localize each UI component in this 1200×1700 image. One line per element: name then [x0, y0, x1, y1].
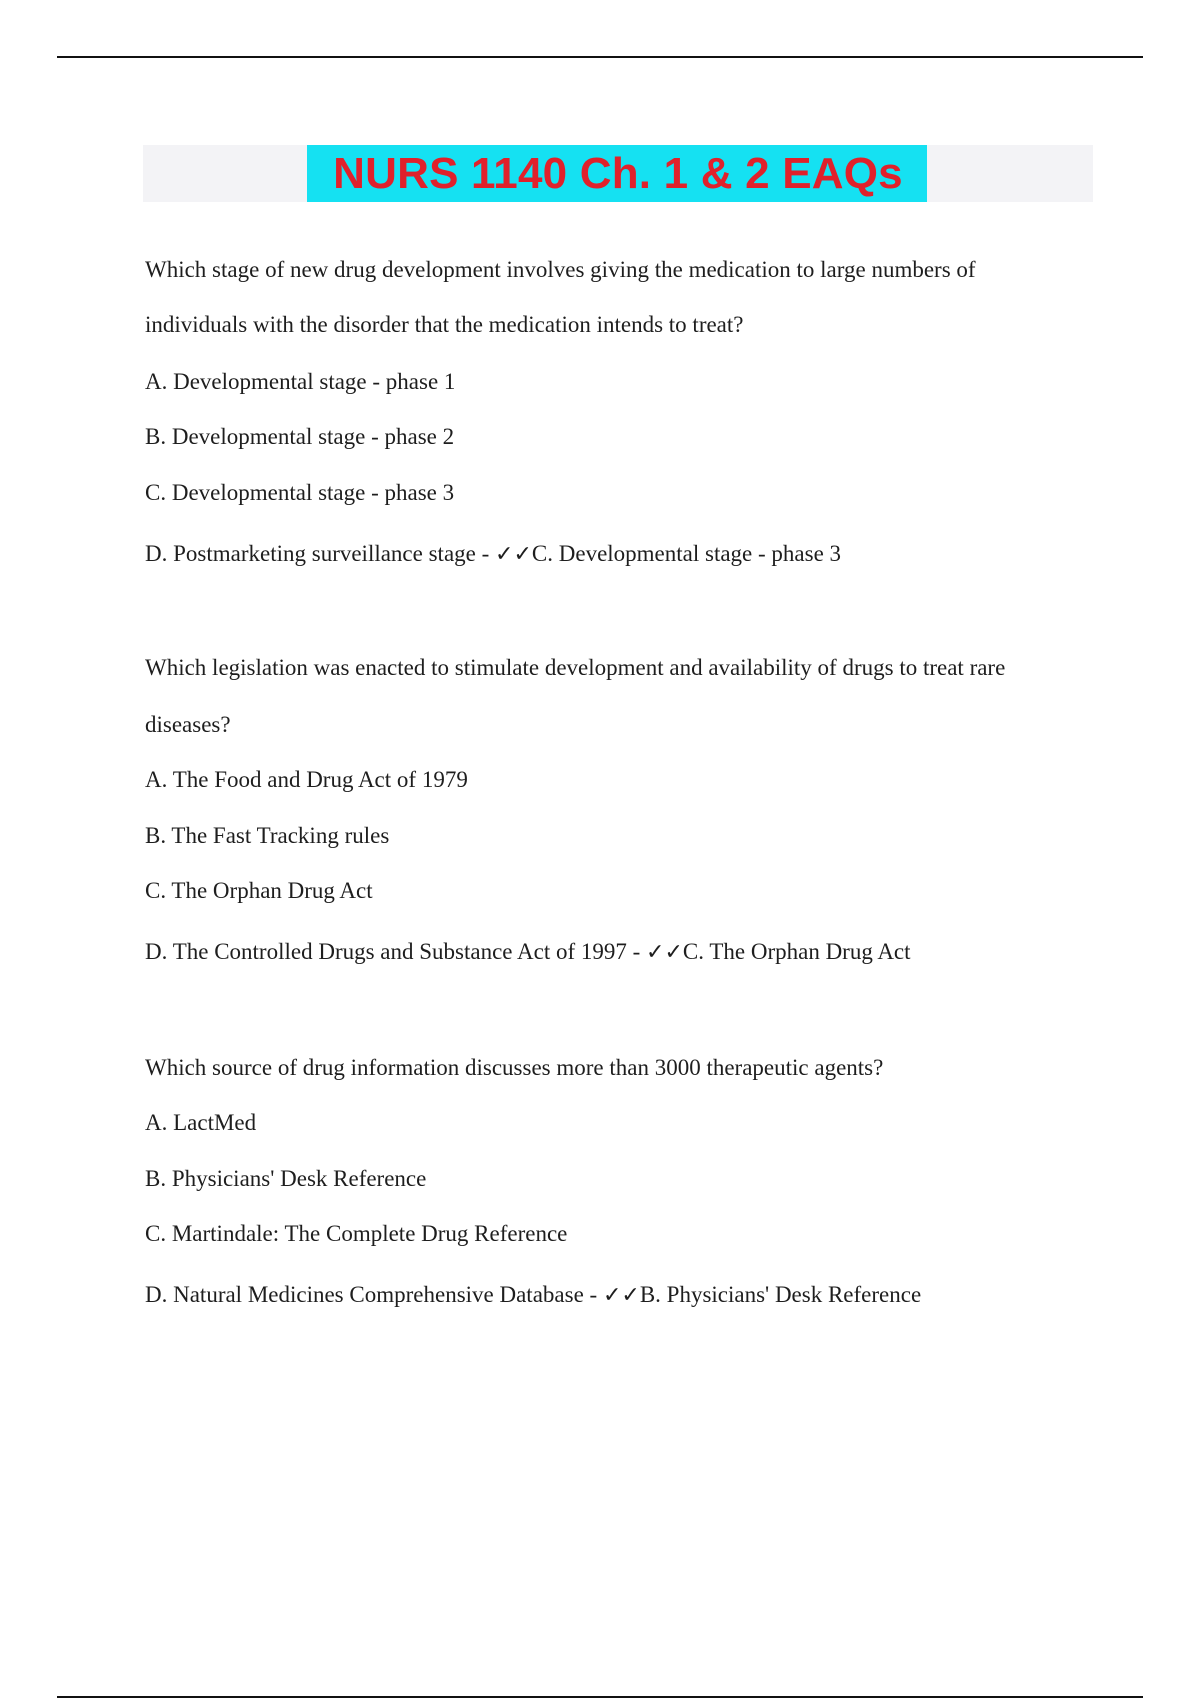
- bottom-rule: [57, 1696, 1143, 1698]
- question-stem: diseases?: [145, 712, 231, 737]
- option-b: B. Developmental stage - phase 2: [145, 424, 455, 449]
- option-a: A. The Food and Drug Act of 1979: [145, 767, 468, 792]
- question-stem: Which legislation was enacted to stimulate development and availability of drugs to treat rare: [145, 655, 1006, 680]
- correct-answer: C. Developmental stage - phase 3: [531, 541, 842, 566]
- option-d: D. Postmarketing surveillance stage -: [145, 541, 496, 566]
- option-c: C. Developmental stage - phase 3: [145, 480, 455, 505]
- option-a: A. LactMed: [145, 1110, 257, 1135]
- double-check-icon: ✓✓: [646, 940, 683, 965]
- option-d-with-answer: [145, 539, 841, 570]
- double-check-icon: ✓✓: [495, 542, 532, 567]
- option-d-with-answer: [145, 1280, 921, 1311]
- option-d-with-answer: [145, 937, 911, 968]
- question-stem: individuals with the disorder that the medication intends to treat?: [145, 312, 744, 337]
- option-a: A. Developmental stage - phase 1: [145, 369, 456, 394]
- option-c: C. Martindale: The Complete Drug Reference: [145, 1221, 568, 1246]
- correct-answer: B. Physicians' Desk Reference: [639, 1282, 922, 1307]
- top-rule: [57, 56, 1143, 58]
- question-stem: Which stage of new drug development involves giving the medication to large numbers of: [145, 257, 976, 282]
- option-d: D. The Controlled Drugs and Substance Act of 1997 -: [145, 939, 647, 964]
- correct-answer: C. The Orphan Drug Act: [682, 939, 911, 964]
- double-check-icon: ✓✓: [602, 1283, 640, 1308]
- option-b: B. Physicians' Desk Reference: [145, 1166, 427, 1191]
- option-b: B. The Fast Tracking rules: [145, 823, 390, 848]
- option-c: C. The Orphan Drug Act: [145, 878, 373, 903]
- option-d: D. Natural Medicines Comprehensive Database -: [145, 1282, 603, 1307]
- question-stem: Which source of drug information discusses more than 3000 therapeutic agents?: [145, 1055, 884, 1080]
- document-title: NURS 1140 Ch. 1 & 2 EAQs: [333, 149, 903, 198]
